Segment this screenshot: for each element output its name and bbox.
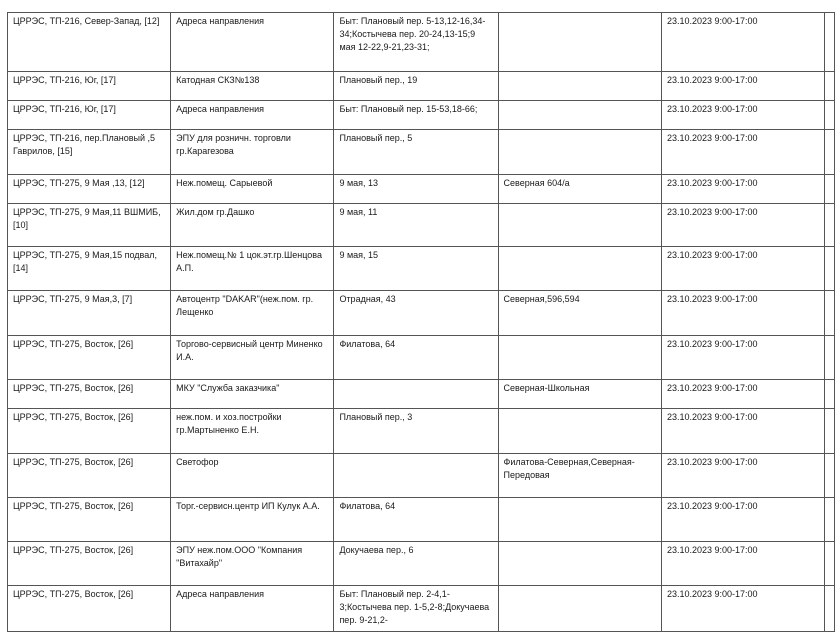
cell-consumer: ЭПУ неж.пом.ООО "Компания "Витахайр"	[171, 542, 334, 586]
table-row	[8, 454, 835, 498]
cell-address	[334, 380, 498, 409]
cell-address: Плановый пер., 19	[334, 72, 498, 101]
cell-street: Северная,596,594	[498, 291, 661, 336]
cell-address: Докучаева пер., 6	[334, 542, 498, 586]
cell-address	[334, 454, 498, 498]
cell-extra	[824, 130, 834, 175]
cell-street	[498, 586, 661, 632]
table-row	[8, 409, 835, 454]
cell-consumer: Светофор	[171, 454, 334, 498]
cell-network: ЦРРЭС, ТП-275, Восток, [26]	[8, 454, 171, 498]
cell-address: Быт: Плановый пер. 5-13,12-16,34-34;Костычева пер. 20-24,13-15;9 мая 12-22,9-21,23-31;	[334, 13, 498, 72]
cell-time: 23.10.2023 9:00-17:00	[661, 247, 824, 291]
cell-address: Быт: Плановый пер. 15-53,18-66;	[334, 101, 498, 130]
cell-extra	[824, 13, 834, 72]
table-row	[8, 175, 835, 204]
cell-time: 23.10.2023 9:00-17:00	[661, 409, 824, 454]
table-row	[8, 247, 835, 291]
cell-network: ЦРРЭС, ТП-275, Восток, [26]	[8, 380, 171, 409]
cell-address: 9 мая, 13	[334, 175, 498, 204]
table-row	[8, 72, 835, 101]
cell-consumer: Жил.дом гр.Дашко	[171, 204, 334, 247]
cell-network: ЦРРЭС, ТП-216, Юг, [17]	[8, 72, 171, 101]
cell-consumer: ЭПУ для розничн. торговли гр.Карагезова	[171, 130, 334, 175]
cell-time: 23.10.2023 9:00-17:00	[661, 72, 824, 101]
cell-extra	[824, 101, 834, 130]
cell-street	[498, 204, 661, 247]
cell-network: ЦРРЭС, ТП-275, Восток, [26]	[8, 498, 171, 542]
cell-address: 9 мая, 15	[334, 247, 498, 291]
cell-consumer: неж.пом. и хоз.постройки гр.Мартыненко Е.Н.	[171, 409, 334, 454]
cell-consumer: Адреса направления	[171, 13, 334, 72]
cell-time: 23.10.2023 9:00-17:00	[661, 204, 824, 247]
cell-network: ЦРРЭС, ТП-216, Север-Запад, [12]	[8, 13, 171, 72]
cell-consumer: Торг.-сервисн.центр ИП Кулук А.А.	[171, 498, 334, 542]
cell-street: Филатова-Северная,Северная-Передовая	[498, 454, 661, 498]
cell-extra	[824, 175, 834, 204]
cell-consumer: Неж.помещ. Сарыевой	[171, 175, 334, 204]
cell-time: 23.10.2023 9:00-17:00	[661, 542, 824, 586]
cell-network: ЦРРЭС, ТП-275, Восток, [26]	[8, 409, 171, 454]
cell-address: 9 мая, 11	[334, 204, 498, 247]
cell-extra	[824, 72, 834, 101]
outage-table	[7, 12, 835, 632]
table-row	[8, 542, 835, 586]
cell-network: ЦРРЭС, ТП-275, Восток, [26]	[8, 542, 171, 586]
table-row	[8, 336, 835, 380]
cell-street	[498, 542, 661, 586]
cell-extra	[824, 542, 834, 586]
cell-extra	[824, 204, 834, 247]
cell-network: ЦРРЭС, ТП-275, 9 Мая ,13, [12]	[8, 175, 171, 204]
cell-consumer: Адреса направления	[171, 586, 334, 632]
cell-extra	[824, 409, 834, 454]
cell-consumer: МКУ "Служба заказчика"	[171, 380, 334, 409]
cell-street	[498, 409, 661, 454]
cell-street: Северная 604/а	[498, 175, 661, 204]
cell-address: Отрадная, 43	[334, 291, 498, 336]
cell-network: ЦРРЭС, ТП-216, пер.Плановый ,5 Гаврилов, [15]	[8, 130, 171, 175]
cell-network: ЦРРЭС, ТП-216, Юг, [17]	[8, 101, 171, 130]
cell-street	[498, 13, 661, 72]
cell-extra	[824, 336, 834, 380]
cell-time: 23.10.2023 9:00-17:00	[661, 498, 824, 542]
cell-time: 23.10.2023 9:00-17:00	[661, 454, 824, 498]
cell-address: Плановый пер., 5	[334, 130, 498, 175]
cell-time: 23.10.2023 9:00-17:00	[661, 101, 824, 130]
cell-time: 23.10.2023 9:00-17:00	[661, 380, 824, 409]
cell-street	[498, 498, 661, 542]
cell-address: Филатова, 64	[334, 498, 498, 542]
cell-extra	[824, 247, 834, 291]
cell-extra	[824, 586, 834, 632]
cell-consumer: Адреса направления	[171, 101, 334, 130]
table-row	[8, 291, 835, 336]
cell-network: ЦРРЭС, ТП-275, 9 Мая,3, [7]	[8, 291, 171, 336]
cell-consumer: Автоцентр "DAKAR"(неж.пом. гр. Лещенко	[171, 291, 334, 336]
cell-extra	[824, 454, 834, 498]
table-row	[8, 101, 835, 130]
cell-network: ЦРРЭС, ТП-275, Восток, [26]	[8, 336, 171, 380]
cell-consumer: Торгово-сервисный центр Миненко И.А.	[171, 336, 334, 380]
table-row	[8, 130, 835, 175]
cell-street	[498, 247, 661, 291]
cell-network: ЦРРЭС, ТП-275, 9 Мая,15 подвал, [14]	[8, 247, 171, 291]
cell-street: Северная-Школьная	[498, 380, 661, 409]
cell-extra	[824, 498, 834, 542]
cell-network: ЦРРЭС, ТП-275, Восток, [26]	[8, 586, 171, 632]
cell-street	[498, 101, 661, 130]
cell-consumer: Неж.помещ.№ 1 цок.эт.гр.Шенцова А.П.	[171, 247, 334, 291]
cell-street	[498, 336, 661, 380]
cell-address: Плановый пер., 3	[334, 409, 498, 454]
table-row	[8, 204, 835, 247]
cell-time: 23.10.2023 9:00-17:00	[661, 130, 824, 175]
cell-address: Быт: Плановый пер. 2-4,1-3;Костычева пер. 1-5,2-8;Докучаева пер. 9-21,2-	[334, 586, 498, 632]
cell-time: 23.10.2023 9:00-17:00	[661, 586, 824, 632]
cell-time: 23.10.2023 9:00-17:00	[661, 13, 824, 72]
cell-consumer: Катодная СКЗ№138	[171, 72, 334, 101]
cell-time: 23.10.2023 9:00-17:00	[661, 291, 824, 336]
cell-address: Филатова, 64	[334, 336, 498, 380]
cell-time: 23.10.2023 9:00-17:00	[661, 336, 824, 380]
table-row	[8, 380, 835, 409]
cell-street	[498, 130, 661, 175]
cell-street	[498, 72, 661, 101]
table-row	[8, 586, 835, 632]
cell-network: ЦРРЭС, ТП-275, 9 Мая,11 ВШМИБ, [10]	[8, 204, 171, 247]
table-row	[8, 498, 835, 542]
table-row	[8, 13, 835, 72]
cell-extra	[824, 380, 834, 409]
cell-time: 23.10.2023 9:00-17:00	[661, 175, 824, 204]
cell-extra	[824, 291, 834, 336]
